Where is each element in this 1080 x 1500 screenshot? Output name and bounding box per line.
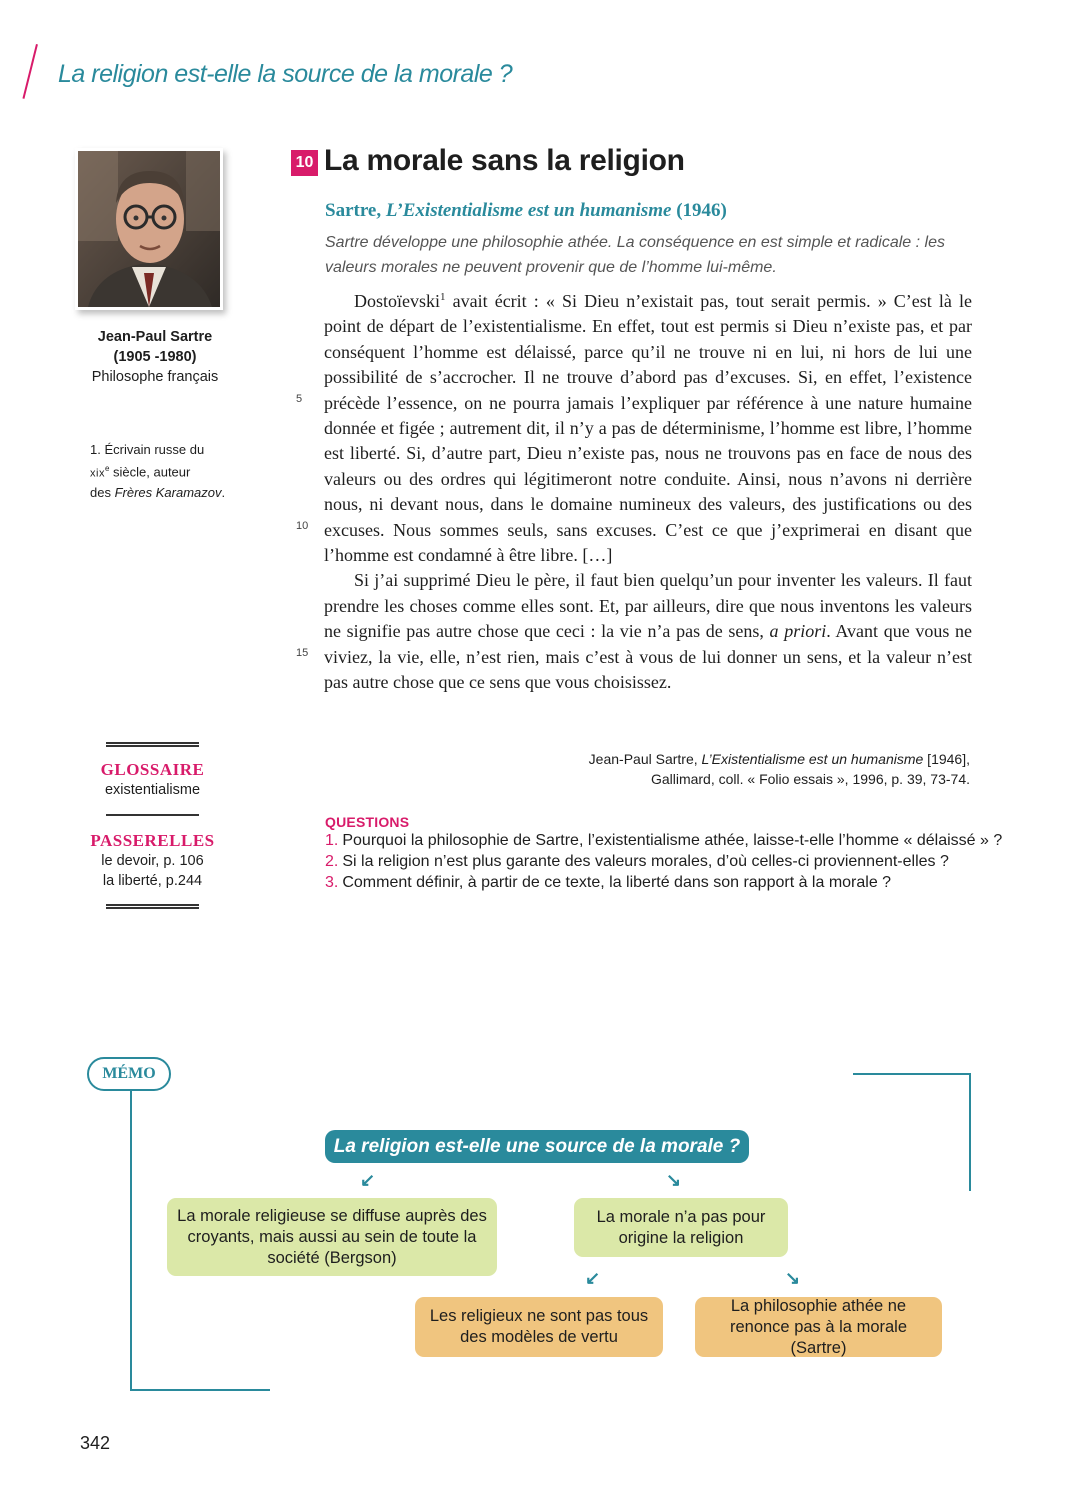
work-author: Sartre, — [325, 200, 386, 221]
citation-title: L’Existentialisme est un humanisme — [701, 751, 924, 767]
footnote-ref[interactable]: 1 — [440, 291, 446, 303]
arrow-down-left-icon: ↙ — [360, 1170, 376, 1190]
question-text: Si la religion n’est plus garante des valeurs morales, d’où celles-ci proviennent-elles ? — [342, 853, 949, 870]
memo-node-morality-origin: La morale n’a pas pour origine la religion — [574, 1198, 788, 1257]
memo-node-atheist-philosophy: La philosophie athée ne renonce pas à la morale (Sartre) — [695, 1297, 942, 1357]
question-text: Comment définir, à partir de ce texte, la liberté dans son rapport à la morale ? — [342, 874, 892, 891]
sidebar-rule-top — [106, 742, 199, 747]
footnote-century-sup: e — [104, 464, 110, 473]
arrow-down-left-icon: ↙ — [585, 1268, 601, 1288]
sidebar-rule-bottom — [106, 904, 199, 909]
memo-frame — [969, 1073, 971, 1191]
memo-frame — [130, 1389, 270, 1391]
paragraph — [324, 285, 972, 568]
citation — [589, 749, 970, 789]
footnote-number: 1. — [90, 442, 101, 457]
question-number: 1. — [325, 832, 339, 849]
running-title: La religion est-elle la source de la morale ? — [58, 60, 513, 88]
footnote-end: . — [221, 485, 226, 501]
line-number: 15 — [296, 647, 309, 659]
page-number: 342 — [80, 1433, 111, 1453]
footnote-text-2: siècle, auteur — [109, 464, 191, 480]
question-number: 2. — [325, 853, 339, 870]
intro-text: Sartre développe une philosophie athée. La conséquence en est simple et radicale : les valeurs morales ne peuvent provenir que de l’homme lui-même. — [325, 234, 945, 276]
passerelles-heading: PASSERELLES — [90, 831, 215, 850]
paragraph-text: avait écrit : « Si Dieu n’existait pas, tout serait permis. » C’est là le point de départ de l’existentialisme. En effet, tout est permis si Dieu n’existe pas, et par conséquent l’homme est délaissé, parce qu’il ne trouve ni en lui, ni hors de lui une possibilité de s’accrocher. Il ne trouve d’abord pas d’excuses. Si, en effet, l’existence précède l’essence, on ne pourra jamais l’expliquer par référence à une nature humaine donnée et figée ; autrement dit, il n’y a pas de déterminisme, l’homme est libre, l’homme est liberté. Si, d’autre part, Dieu n’existe pas, nous ne trouvons pas en face de nous des valeurs ou des ordres qui légitimeront notre conduite. Ainsi, nous n’avons ni derrière nous, ni devant nous, dans le domaine numineux des valeurs, des justifications ou des excuses. Nous sommes seuls, sans excuses. C’est ce que j’exprimerai en disant que l’homme est condamné à être libre. […] — [324, 291, 972, 566]
portrait-frame — [75, 148, 223, 310]
arrow-down-right-icon: ↘ — [666, 1170, 682, 1190]
header-slash — [22, 44, 37, 99]
work-title: L’Existentialisme est un humanisme — [385, 200, 672, 221]
line-number: 5 — [296, 393, 303, 405]
author-role: Philosophe français — [91, 369, 219, 385]
question-number: 3. — [325, 874, 339, 891]
footnote-century: xix — [90, 467, 105, 480]
glossary-heading: GLOSSAIRE — [100, 760, 205, 779]
footnote-book: Frères Karamazov — [114, 485, 222, 501]
question-item — [325, 830, 1005, 851]
glossary-term[interactable]: existentialisme — [104, 782, 201, 798]
section-number-badge: 10 — [291, 150, 318, 176]
memo-node-religious-morality: La morale religieuse se diffuse auprès des croyants, mais aussi au sein de toute la société (Bergson) — [167, 1198, 497, 1276]
passerelle-link[interactable]: le devoir, p. 106 — [101, 853, 204, 869]
question-item — [325, 872, 1005, 893]
paragraph-text: . Avant que vous ne viviez, la vie, elle, n’est rien, mais c’est à vous de lui donner un sens, et la valeur n’est pas autre chose que ce sens que vous choisissez. — [324, 621, 972, 693]
author-caption — [75, 327, 235, 387]
author-name: Jean-Paul Sartre — [97, 329, 213, 345]
paragraph-text: Si j’ai supprimé Dieu le père, il faut bien quelqu’un pour inventer les valeurs. Il faut prendre les choses comme elles sont. Et, par ailleurs, dire que nous inventons les valeurs ne signifie pas autre chose que ceci : la vie n’a pas de sens, — [324, 570, 972, 642]
excerpt-text — [324, 285, 972, 696]
question-text: Pourquoi la philosophie de Sartre, l’existentialisme athée, laisse-t-elle l’homme « délaissé » ? — [342, 832, 1003, 849]
paragraph — [324, 568, 972, 695]
footnote — [90, 440, 240, 502]
footnote-text: Écrivain russe du — [104, 442, 205, 457]
line-number: 10 — [296, 520, 309, 532]
work-year: (1946) — [671, 200, 727, 221]
portrait-photo — [78, 151, 220, 307]
paragraph-text: Dostoïevski — [354, 291, 441, 311]
author-dates: (1905 -1980) — [113, 349, 197, 365]
citation-year: [1946], — [923, 751, 970, 767]
memo-node-religious-virtue: Les religieux ne sont pas tous des modèles de vertu — [415, 1297, 663, 1357]
questions-heading: QUESTIONS — [325, 814, 410, 830]
glossary-box — [80, 760, 225, 800]
work-reference — [325, 200, 727, 222]
section-title: La morale sans la religion — [324, 144, 685, 177]
citation-author: Jean-Paul Sartre, — [588, 751, 702, 767]
sidebar-rule-mid — [106, 814, 199, 816]
memo-title: La religion est-elle une source de la morale ? — [325, 1130, 749, 1163]
memo-label: MÉMO — [87, 1057, 171, 1091]
arrow-down-right-icon: ↘ — [785, 1268, 801, 1288]
question-item — [325, 851, 1005, 872]
citation-publisher: Gallimard, coll. « Folio essais », 1996, p. 39, 73-74. — [650, 771, 970, 787]
paragraph-italic: a priori — [769, 621, 827, 642]
passerelles-box — [80, 831, 225, 891]
passerelle-link[interactable]: la liberté, p.244 — [102, 873, 203, 889]
memo-frame — [130, 1091, 132, 1391]
questions-block — [325, 814, 1005, 893]
footnote-text-3: des — [90, 485, 115, 501]
memo-frame — [853, 1073, 971, 1075]
